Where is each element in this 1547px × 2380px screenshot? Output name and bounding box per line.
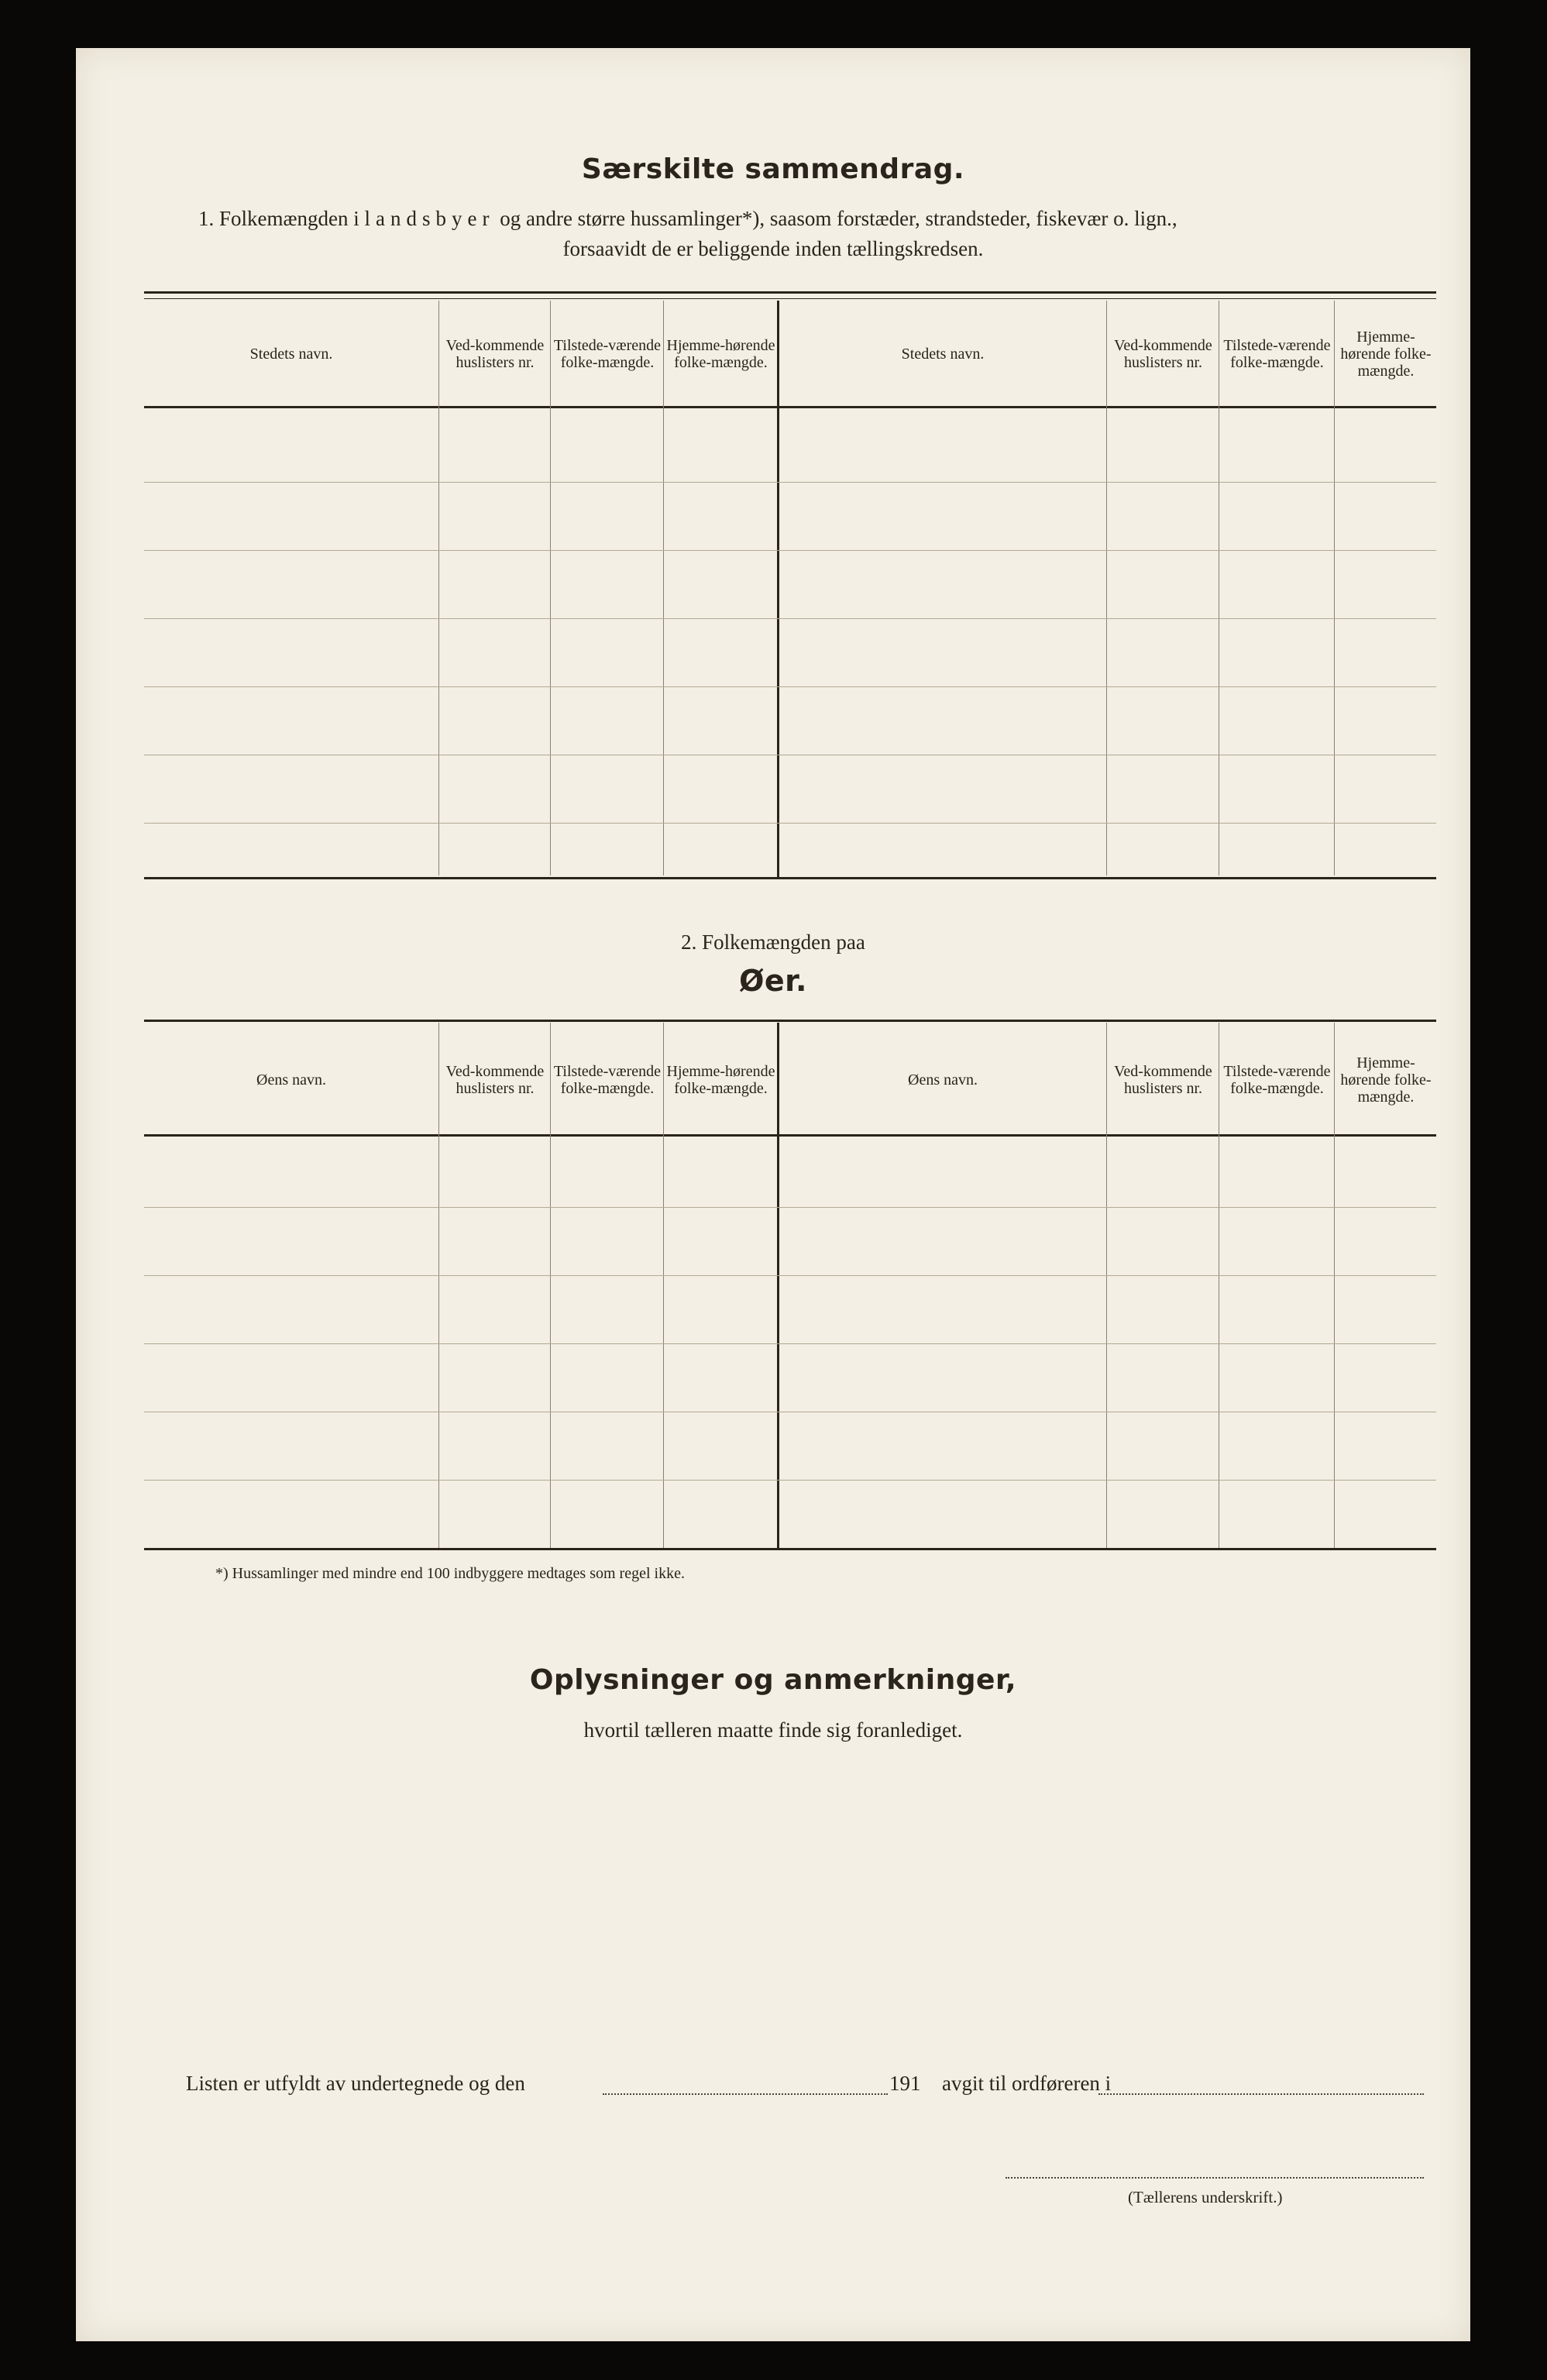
col-header-hjemmehorende-3: Hjemme-hørende folke-mængde.: [666, 1063, 775, 1097]
signoff-prefix: Listen er utfyldt av undertegnede og den: [186, 2072, 525, 2095]
col-header-oens-navn: Øens navn.: [256, 1071, 326, 1089]
col-header-hjemmehorende-4: Hjemme-hørende folke-mængde.: [1340, 1054, 1432, 1106]
signature-label: (Tællerens underskrift.): [1128, 2188, 1283, 2206]
col-header-tilstedevaerende-4: Tilstede-værende folke-mængde.: [1223, 1063, 1331, 1097]
oplysninger-subtitle: hvortil tælleren maatte finde sig foranlediget.: [583, 1718, 963, 1742]
section2-label: 2. Folkemængden paa: [681, 930, 865, 954]
col-header-stedets-navn-2: Stedets navn.: [901, 346, 985, 363]
signature-field: [1006, 2177, 1424, 2179]
section1-text-spaced: landsbyer: [364, 207, 495, 230]
oplysninger-title: Oplysninger og anmerkninger,: [529, 1664, 1017, 1696]
col-header-huslisters-nr-3: Ved-kommende huslisters nr.: [445, 1063, 545, 1097]
section1-text-a: Folkemængden i: [219, 207, 359, 230]
footnote: *) Hussamlinger med mindre end 100 indbyggere medtages som regel ikke.: [215, 1565, 685, 1582]
col-header-tilstedevaerende-3: Tilstede-værende folke-mængde.: [553, 1063, 662, 1097]
col-header-oens-navn-2: Øens navn.: [908, 1071, 978, 1089]
signoff-middle: avgit til ordføreren i: [942, 2072, 1112, 2095]
signoff-year: 191: [889, 2072, 921, 2095]
col-header-hjemmehorende-2: Hjemme-hørende folke-mængde.: [1340, 328, 1432, 380]
col-header-tilstedevaerende-2: Tilstede-værende folke-mængde.: [1223, 337, 1331, 371]
section1-text-b: og andre større hussamlinger*), saasom forstæder, strandsteder, fiskevær o. lign.,: [500, 207, 1177, 230]
col-header-huslisters-nr-2: Ved-kommende huslisters nr.: [1114, 337, 1212, 371]
section1-number: 1.: [198, 207, 215, 230]
section1-intro-line2: forsaavidt de er beliggende inden tællingskredsen.: [562, 237, 984, 260]
municipality-field: [1098, 2093, 1424, 2095]
section1-intro-line1: [198, 207, 1177, 231]
col-header-huslisters-nr: Ved-kommende huslisters nr.: [445, 337, 545, 371]
section2-heading: Øer.: [739, 964, 807, 998]
date-field: [603, 2093, 888, 2095]
page-title: Særskilte sammendrag.: [581, 153, 965, 185]
census-form-page: [76, 48, 1470, 2341]
col-header-hjemmehorende: Hjemme-hørende folke-mængde.: [666, 337, 775, 371]
col-header-tilstedevaerende: Tilstede-værende folke-mængde.: [553, 337, 662, 371]
col-header-huslisters-nr-4: Ved-kommende huslisters nr.: [1114, 1063, 1212, 1097]
col-header-stedets-navn: Stedets navn.: [249, 346, 333, 363]
